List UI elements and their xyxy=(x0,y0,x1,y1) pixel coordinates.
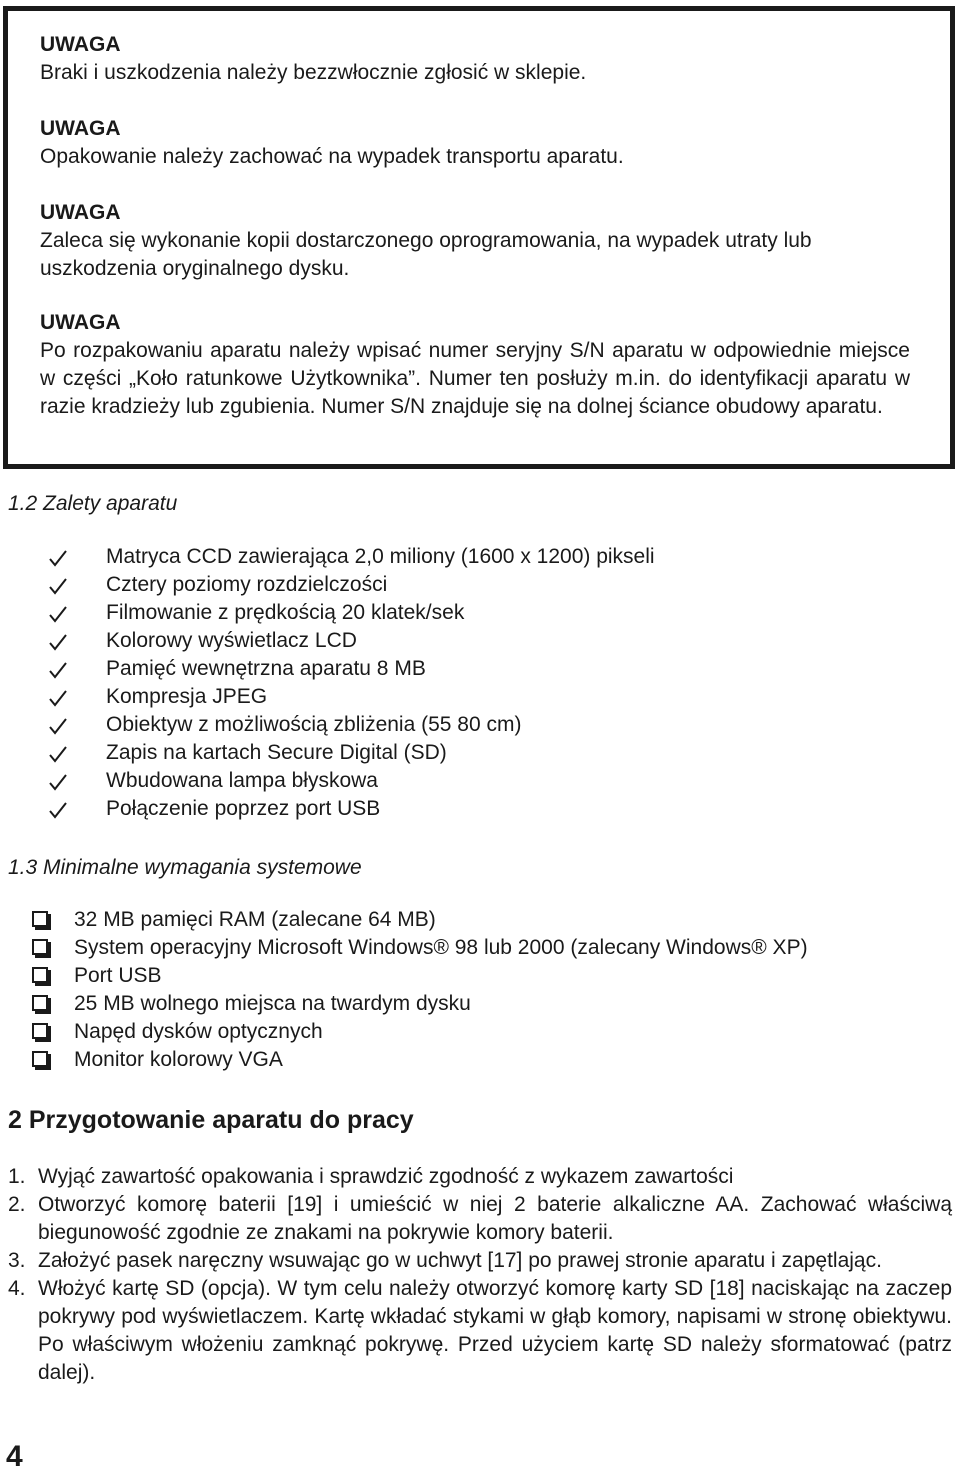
feature-text: Filmowanie z prędkością 20 klatek/sek xyxy=(106,601,465,624)
features-list xyxy=(48,543,808,823)
step-text: Wyjąć zawartość opakowania i sprawdzić zgodność z wykazem zawartości xyxy=(38,1165,734,1188)
checkbox-icon xyxy=(32,1051,48,1067)
feature-item xyxy=(48,767,808,795)
check-icon xyxy=(48,577,68,595)
requirement-text: System operacyjny Microsoft Windows® 98 lub 2000 (zalecany Windows® XP) xyxy=(74,936,808,959)
check-icon xyxy=(48,605,68,623)
requirement-item xyxy=(32,990,952,1018)
requirement-text: Monitor kolorowy VGA xyxy=(74,1048,283,1071)
feature-text: Wbudowana lampa błyskowa xyxy=(106,769,378,792)
warning-text: Braki i uszkodzenia należy bezzwłocznie zgłosić w sklepie. xyxy=(40,61,587,84)
checkbox-icon xyxy=(32,1023,48,1039)
feature-item xyxy=(48,599,808,627)
feature-text: Kompresja JPEG xyxy=(106,685,268,708)
requirement-item xyxy=(32,906,952,934)
requirement-text: Napęd dysków optycznych xyxy=(74,1020,323,1043)
feature-item xyxy=(48,571,808,599)
feature-item xyxy=(48,543,808,571)
section-heading: 2 Przygotowanie aparatu do pracy xyxy=(8,1106,414,1134)
check-icon xyxy=(48,745,68,763)
requirement-text: 32 MB pamięci RAM (zalecane 64 MB) xyxy=(74,908,436,931)
warning-title: UWAGA xyxy=(40,201,121,224)
feature-item xyxy=(48,739,808,767)
warning-title: UWAGA xyxy=(40,33,121,56)
step-text: Otworzyć komorę baterii [19] i umieścić w niej 2 baterie alkaliczne AA. Zachować właściwą biegunowość zgodnie ze znakami na pokrywie komory baterii. xyxy=(38,1193,952,1244)
warning-title: UWAGA xyxy=(40,117,121,140)
feature-item xyxy=(48,655,808,683)
warning-text: Zaleca się wykonanie kopii dostarczonego oprogramowania, na wypadek utraty lub uszkodzenia oryginalnego dysku. xyxy=(40,229,812,280)
step-text: Włożyć kartę SD (opcja). W tym celu należy otworzyć komorę karty SD [18] naciskając na zaczep pokrywy pod wyświetlaczem. Kartę wkładać stykami w głąb komory, napisami w stronę obiektywu. Po właściwym włożeniu zamknąć pokrywę. Przed użyciem kartę SD należy sformatować (patrz dalej). xyxy=(38,1277,952,1384)
preparation-steps xyxy=(8,1163,952,1387)
checkbox-icon xyxy=(32,967,48,983)
check-icon xyxy=(48,549,68,567)
feature-text: Pamięć wewnętrzna aparatu 8 MB xyxy=(106,657,426,680)
feature-item xyxy=(48,683,808,711)
requirement-item xyxy=(32,1046,952,1074)
requirement-item xyxy=(32,962,952,990)
step-number: 4. xyxy=(8,1277,26,1300)
feature-text: Połączenie poprzez port USB xyxy=(106,797,381,820)
feature-text: Cztery poziomy rozdzielczości xyxy=(106,573,388,596)
warning-text: Opakowanie należy zachować na wypadek transportu aparatu. xyxy=(40,145,624,168)
step-item xyxy=(8,1191,952,1247)
page-number: 4 xyxy=(6,1440,23,1473)
step-number: 1. xyxy=(8,1165,26,1188)
warning-text: Po rozpakowaniu aparatu należy wpisać numer seryjny S/N aparatu w odpowiednie miejsce w części „Koło ratunkowe Użytkownika”. Numer ten posłuży m.in. do identyfikacji aparatu w razie kradzieży lub zgubienia. Numer S/N znajduje się na dolnej ściance obudowy aparatu. xyxy=(40,339,910,418)
feature-item xyxy=(48,795,808,823)
check-icon xyxy=(48,717,68,735)
feature-text: Zapis na kartach Secure Digital (SD) xyxy=(106,741,447,764)
check-icon xyxy=(48,801,68,819)
step-item xyxy=(8,1163,952,1191)
features-heading: 1.2 Zalety aparatu xyxy=(8,492,178,515)
step-item xyxy=(8,1275,952,1387)
feature-text: Obiektyw z możliwością zbliżenia (55 80 cm) xyxy=(106,713,522,736)
warning-4 xyxy=(40,309,910,421)
warning-2 xyxy=(40,115,910,171)
warning-title: UWAGA xyxy=(40,311,121,334)
feature-item xyxy=(48,627,808,655)
feature-text: Kolorowy wyświetlacz LCD xyxy=(106,629,357,652)
requirements-heading: 1.3 Minimalne wymagania systemowe xyxy=(8,856,362,879)
requirement-text: 25 MB wolnego miejsca na twardym dysku xyxy=(74,992,471,1015)
checkbox-icon xyxy=(32,939,48,955)
checkbox-icon xyxy=(32,911,48,927)
step-text: Założyć pasek naręczny wsuwając go w uchwyt [17] po prawej stronie aparatu i zapętlając. xyxy=(38,1249,882,1272)
step-number: 3. xyxy=(8,1249,26,1272)
checkbox-icon xyxy=(32,995,48,1011)
requirements-list xyxy=(32,906,952,1074)
step-item xyxy=(8,1247,952,1275)
check-icon xyxy=(48,689,68,707)
check-icon xyxy=(48,661,68,679)
requirement-item xyxy=(32,1018,952,1046)
requirement-text: Port USB xyxy=(74,964,162,987)
warning-1 xyxy=(40,31,910,87)
step-number: 2. xyxy=(8,1193,26,1216)
feature-text: Matryca CCD zawierająca 2,0 miliony (1600 x 1200) pikseli xyxy=(106,545,655,568)
warning-3 xyxy=(40,199,910,283)
feature-item xyxy=(48,711,808,739)
check-icon xyxy=(48,633,68,651)
check-icon xyxy=(48,773,68,791)
requirement-item xyxy=(32,934,952,962)
